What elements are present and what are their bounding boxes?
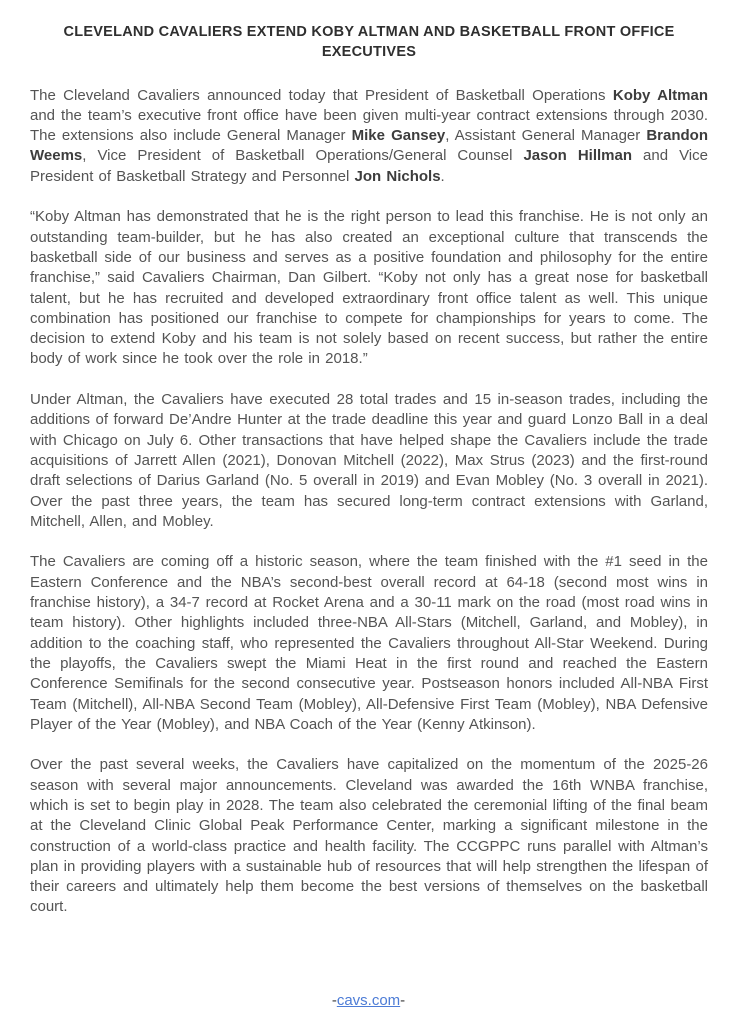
document-title — [30, 22, 708, 63]
text-segment: . — [440, 167, 445, 185]
person-name-bold: Mike Gansey — [351, 127, 446, 145]
cavs-com-link[interactable]: cavs.com — [336, 992, 401, 1009]
text-segment: Under Altman, the Cavaliers have executed 28 total trades and 15 in-season trades, including the additions of forward De’Andre Hunter at the trade deadline this year and guard Lonzo Ball in a deal with Chicago on July 6. Other transactions that have helped shape the Cavaliers include the trade acquisitions of Jarrett Allen (2021), Donovan Mitchell (2022), Max Strus (2023) and the first-round draft selections of Darius Garland (No. 5 overall in 2019) and Evan Mobley (No. 3 overall in 2021). Over the past three years, the team has secured long-term contract extensions with Garland, Mitchell, Allen, and Mobley. — [30, 391, 708, 530]
title-line-2: EXECUTIVES — [321, 44, 417, 61]
text-segment: and Vice President of Basketball Strategy and Personnel — [30, 147, 708, 185]
text-segment: , Vice President of Basketball Operations/General Counsel — [82, 147, 524, 165]
person-name-bold: Jason Hillman — [523, 147, 633, 165]
paragraph — [30, 552, 708, 735]
title-line-1: CLEVELAND CAVALIERS EXTEND KOBY ALTMAN AND BASKETBALL FRONT OFFICE — [63, 24, 675, 40]
text-segment: The Cleveland Cavaliers announced today that President of Basketball Operations — [30, 86, 613, 104]
paragraph — [30, 207, 708, 369]
person-name-bold: Koby Altman — [612, 86, 708, 104]
paragraph — [30, 390, 708, 532]
text-segment: “Koby Altman has demonstrated that he is the right person to lead this franchise. He is not only an outstanding team-builder, but he has also created an exceptional culture that transcends the basketball side of our business and serves as a positive foundation and philosophy for the entire franchise,” said Cavaliers Chairman, Dan Gilbert. “Koby not only has a great nose for basketball talent, but he has recruited and developed extraordinary front office talent as well. This unique combination has positioned our franchise to compete for championships for years to come. The decision to extend Koby and his team is not solely based on recent success, but rather the entire body of work since he took over the role in 2018.” — [30, 208, 708, 368]
text-segment: The Cavaliers are coming off a historic season, where the team finished with the #1 seed in the Eastern Conference and the NBA’s second-best overall record at 64-18 (second most wins in franchise history), a 34-7 record at Rocket Arena and a 30-11 mark on the road (most road wins in team history). Other highlights included three-NBA All-Stars (Mitchell, Garland, and Mobley), in addition to the coaching staff, who represented the Cavaliers throughout All-Star Weekend. During the playoffs, the Cavaliers swept the Miami Heat in the first round and reached the Eastern Conference Semifinals for the second consecutive year. Postseason honors included All-NBA First Team (Mitchell), All-NBA Second Team (Mobley), All-Defensive First Team (Mobley), NBA Defensive Player of the Year (Mobley), and NBA Coach of the Year (Kenny Atkinson). — [30, 553, 708, 733]
footer-dash-left: - — [331, 992, 337, 1009]
person-name-bold: Jon Nichols — [354, 167, 441, 185]
paragraph — [30, 755, 708, 917]
text-segment: and the team’s executive front office have been given multi-year contract extensions through 2030. The extensions also include General Manager — [30, 106, 708, 145]
person-name-bold: Brandon Weems — [30, 127, 709, 165]
document-footer — [0, 992, 737, 1009]
document-body — [30, 86, 708, 918]
paragraph — [30, 86, 708, 187]
text-segment: Over the past several weeks, the Cavaliers have capitalized on the momentum of the 2025-26 season with several major announcements. Cleveland was awarded the 16th WNBA franchise, which is set to begin play in 2028. The team also celebrated the ceremonial lifting of the final beam at the Cleveland Clinic Global Peak Performance Center, marking a significant milestone in the construction of a world-class practice and health facility. The CCGPPC runs parallel with Altman’s plan in providing players with a sustainable hub of resources that will help strengthen the lifespan of their careers and ultimately help them become the best versions of themselves on the basketball court. — [30, 756, 708, 916]
text-segment: , Assistant General Manager — [445, 127, 647, 145]
footer-dash-right: - — [400, 992, 406, 1009]
